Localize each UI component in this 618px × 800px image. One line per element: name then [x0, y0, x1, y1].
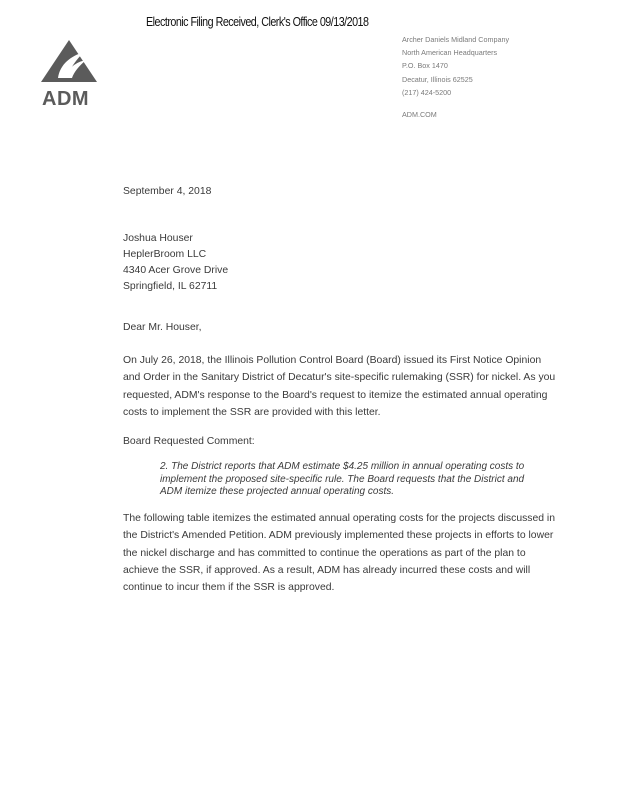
paragraph-line: On July 26, 2018, the Illinois Pollution Control Board (Board) issued its First Notice Opinion: [123, 355, 542, 366]
quote-line: implement the proposed site-specific rule. The Board requests that the District and: [160, 473, 525, 485]
recipient-line: Springfield, IL 62711: [123, 281, 218, 292]
recipient-line: HeplerBroom LLC: [123, 249, 207, 260]
paragraph-line: achieve the SSR, if approved. As a result, ADM has already incurred these costs and will: [123, 564, 531, 576]
paragraph-line: costs to implement the SSR are provided with this letter.: [123, 406, 381, 418]
address-line: North American Headquarters: [402, 48, 498, 58]
paragraph-line: the District's Amended Petition. ADM previously implemented these projects in efforts to lower: [123, 530, 554, 542]
adm-leaf-icon: [38, 38, 100, 94]
board-quote: [160, 461, 524, 499]
letter-date: September 4, 2018: [123, 186, 212, 197]
recipient-block: [123, 231, 228, 295]
recipient-line: 4340 Acer Grove Drive: [123, 265, 229, 276]
paragraph-line: requested, ADM's response to the Board's request to itemize the estimated annual operating: [123, 389, 548, 401]
adm-logo-text: ADM: [42, 88, 90, 110]
salutation: Dear Mr. Houser,: [123, 322, 202, 333]
quote-line: ADM itemize these projected annual operating costs.: [160, 486, 395, 498]
company-address: [402, 33, 509, 121]
address-line: Archer Daniels Midland Company: [402, 35, 510, 44]
quote-line: 2. The District reports that ADM estimate $4.25 million in annual operating costs to: [160, 461, 525, 472]
address-line: Decatur, Illinois 62525: [402, 74, 473, 84]
board-comment-label: Board Requested Comment:: [123, 436, 255, 447]
address-line: P.O. Box 1470: [402, 61, 448, 71]
filing-stamp: Electronic Filing Received, Clerk's Office 09/13/2018: [146, 15, 369, 29]
paragraph-line: and Order in the Sanitary District of Decatur's site-specific rulemaking (SSR) for nickel. As you: [123, 372, 556, 384]
paragraph-line: The following table itemizes the estimated annual operating costs for the projects discussed in: [123, 513, 556, 524]
website-link[interactable]: ADM.COM: [402, 110, 437, 120]
paragraph-costs: [123, 510, 555, 596]
paragraph-line: continue to incur them if the SSR is approved.: [123, 582, 335, 594]
paragraph-line: the nickel discharge and has committed to continue the operations as part of the plan to: [123, 547, 526, 559]
address-line: (217) 424-5200: [402, 87, 452, 97]
recipient-line: Joshua Houser: [123, 233, 193, 244]
paragraph-intro: [123, 352, 555, 421]
